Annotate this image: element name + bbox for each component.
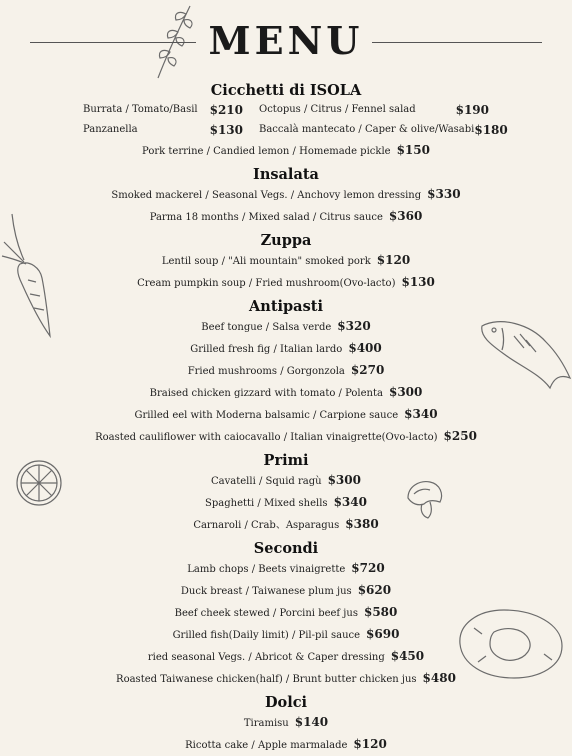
item-name: Cavatelli / Squid ragù [211, 476, 322, 487]
item-name: Smoked mackerel / Seasonal Vegs. / Anchovy lemon dressing [111, 190, 422, 201]
section-antipasti [0, 297, 572, 448]
menu-item [0, 712, 572, 734]
item-price: $340 [333, 495, 367, 509]
item-price: $330 [427, 187, 461, 201]
menu-item [0, 426, 572, 448]
item-name: Ricotta cake / Apple marmalade [185, 740, 348, 751]
section-insalata [0, 165, 572, 228]
item-name: Pork terrine / Candied lemon / Homemade pickle [142, 146, 391, 157]
item-price: $270 [350, 363, 385, 377]
item-name: Braised chicken gizzard with tomato / Polenta [149, 388, 383, 399]
menu-item [0, 250, 572, 272]
menu-item [0, 272, 572, 294]
item-price: $190 [455, 103, 489, 117]
section-title: Primi [263, 452, 309, 469]
section-zuppa [0, 231, 572, 294]
item-name: Roasted Taiwanese chicken(half) / Brunt butter chicken jus [116, 674, 417, 685]
item-name: Burrata / Tomato/Basil [83, 104, 198, 115]
item-name: Fried mushrooms / Gorgonzola [187, 366, 345, 377]
item-name: Octopus / Citrus / Fennel salad [259, 104, 416, 115]
section-primi [0, 451, 572, 536]
menu-item [0, 558, 572, 580]
menu-item [0, 316, 572, 338]
item-name: Carnaroli / Crab、Asparagus [193, 520, 340, 531]
item-price: $340 [404, 407, 438, 421]
item-price: $400 [348, 341, 382, 355]
section-title: Dolci [264, 694, 308, 711]
item-price: $250 [443, 429, 477, 443]
menu-item [0, 492, 572, 514]
item-price: $620 [357, 583, 392, 597]
item-name: Spaghetti / Mixed shells [205, 498, 328, 509]
menu-item [0, 404, 572, 426]
item-price: $140 [294, 715, 329, 729]
menu-item [0, 602, 572, 624]
section-title: Secondi [253, 540, 319, 557]
section-secondi [0, 539, 572, 690]
menu-item [0, 206, 572, 228]
section-title: Antipasti [249, 298, 323, 315]
item-name: Parma 18 months / Mixed salad / Citrus sauce [149, 212, 383, 223]
item-name: Duck breast / Taiwanese plum jus [180, 586, 352, 597]
item-price: $690 [366, 627, 400, 641]
menu-item [0, 470, 572, 492]
item-name: Cream pumpkin soup / Fried mushroom(Ovo-lacto) [137, 278, 396, 289]
menu-content [0, 78, 572, 756]
menu-title: MENU [208, 18, 364, 63]
item-price: $150 [396, 143, 430, 157]
item-price: $120 [376, 253, 411, 267]
menu-item [0, 382, 572, 404]
item-name: Roasted cauliflower with caiocavallo / Italian vinaigrette(Ovo-lacto) [95, 432, 438, 443]
menu-item [0, 338, 572, 360]
item-price: $580 [363, 605, 398, 619]
item-price: $380 [345, 517, 379, 531]
item-price: $480 [422, 671, 456, 685]
menu-item [0, 184, 572, 206]
menu-item [0, 624, 572, 646]
item-price: $720 [351, 561, 385, 575]
item-price: $300 [327, 473, 361, 487]
item-name: Tiramisu [243, 718, 289, 729]
item-name: Grilled fish(Daily limit) / Pil-pil sauce [172, 630, 361, 641]
item-price: $130 [401, 275, 435, 289]
item-name: Panzanella [83, 124, 138, 135]
item-name: Baccalà mantecato / Caper & olive/Wasabi [259, 124, 475, 135]
item-price: $130 [209, 123, 243, 137]
item-name: Grilled eel with Moderna balsamic / Carpione sauce [134, 410, 399, 421]
item-price: $210 [209, 103, 243, 117]
item-price: $180 [474, 123, 508, 137]
item-name: Grilled fresh fig / Italian lardo [190, 344, 343, 355]
item-name: Beef cheek stewed / Porcini beef jus [174, 608, 358, 619]
section-title: Zuppa [260, 232, 312, 249]
menu-item [0, 514, 572, 536]
item-price: $120 [353, 737, 387, 751]
menu-item [0, 734, 572, 756]
menu-item [0, 668, 572, 690]
item-price: $360 [388, 209, 423, 223]
item-name: ried seasonal Vegs. / Abricot & Caper dressing [147, 652, 385, 663]
item-price: $320 [337, 319, 371, 333]
section-title: Cicchetti di ISOLA [210, 82, 362, 99]
item-name: Lentil soup / "Ali mountain" smoked pork [161, 256, 371, 267]
menu-item [0, 140, 572, 162]
item-price: $300 [388, 385, 423, 399]
menu-item [0, 646, 572, 668]
section-title: Insalata [253, 166, 319, 183]
section-dolci [0, 693, 572, 756]
menu-item [0, 580, 572, 602]
menu-item-pair [0, 100, 572, 120]
item-price: $450 [390, 649, 425, 663]
item-name: Beef tongue / Salsa verde [201, 322, 332, 333]
section-cicchetti [0, 81, 572, 162]
menu-item-pair [0, 120, 572, 140]
item-name: Lamb chops / Beets vinaigrette [187, 564, 346, 575]
menu-item [0, 360, 572, 382]
